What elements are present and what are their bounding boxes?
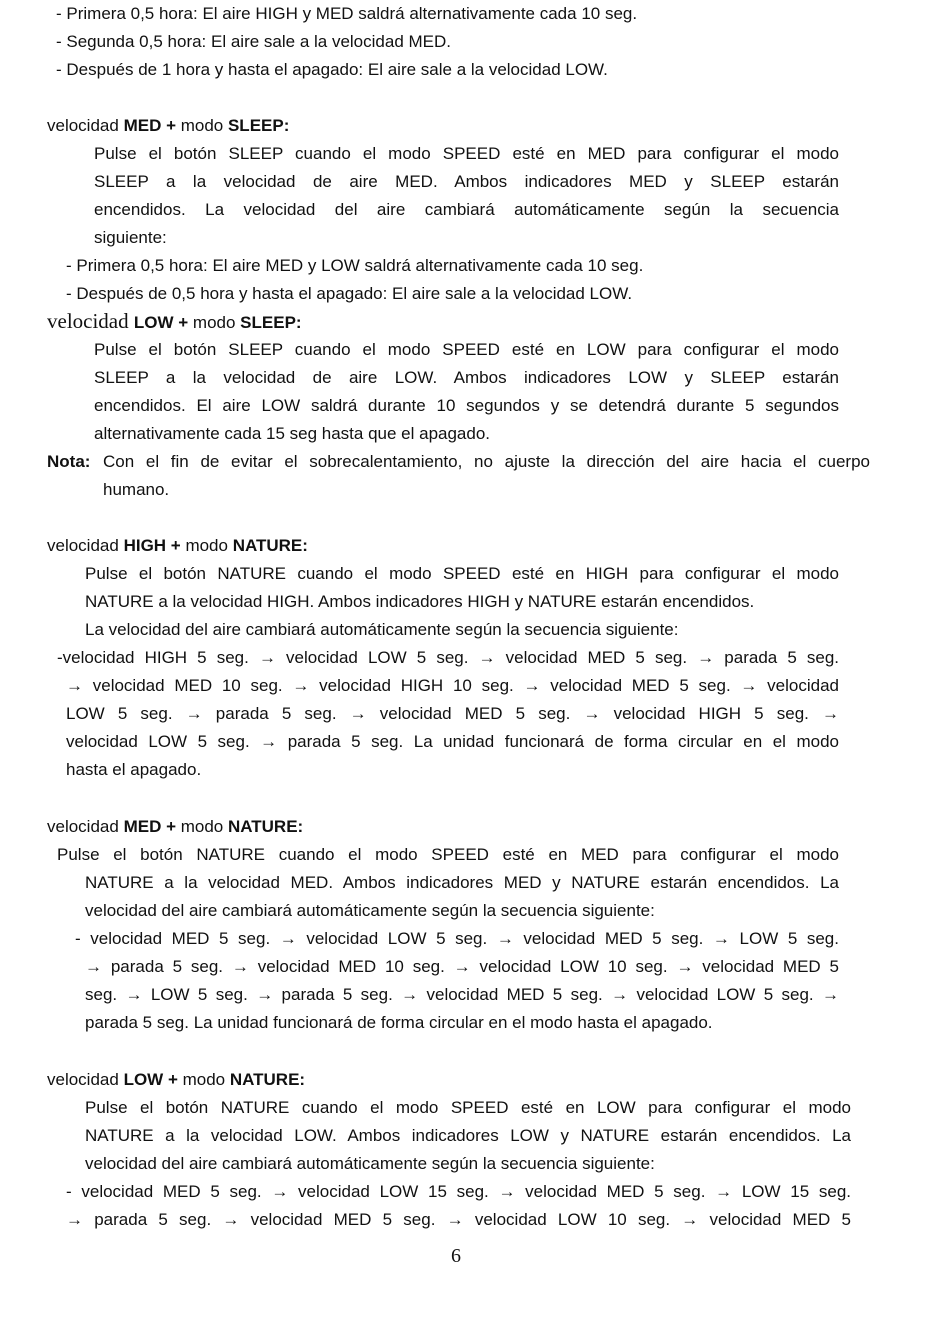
intro-line: - Después de 1 hora y hasta el apagado: El aire sale a la velocidad LOW. (56, 60, 608, 79)
paragraph-line: encendidos. La velocidad del aire cambiará automáticamente según la secuencia (94, 200, 839, 219)
paragraph-line: SLEEP a la velocidad de aire MED. Ambos indicadores MED y SLEEP estarán (94, 172, 839, 191)
page-number: 6 (451, 1245, 461, 1267)
paragraph-line: Pulse el botón NATURE cuando el modo SPEED esté en LOW para configurar el modo (85, 1098, 851, 1117)
intro-line: - Primera 0,5 hora: El aire HIGH y MED saldrá alternativamente cada 10 seg. (56, 4, 638, 23)
sequence-line: -velocidad HIGH 5 seg. → velocidad LOW 5 seg. → velocidad MED 5 seg. → parada 5 seg. (57, 648, 839, 667)
paragraph-line: NATURE a la velocidad HIGH. Ambos indicadores HIGH y NATURE estarán encendidos. (85, 592, 755, 611)
sequence-line: parada 5 seg. La unidad funcionará de forma circular en el modo hasta el apagado. (85, 1013, 713, 1032)
paragraph-line: NATURE a la velocidad LOW. Ambos indicadores LOW y NATURE estarán encendidos. La (85, 1126, 851, 1145)
section-heading-high-nature: velocidad HIGH + modo NATURE: (47, 536, 308, 555)
intro-line: - Segunda 0,5 hora: El aire sale a la velocidad MED. (56, 32, 452, 51)
sequence-line: LOW 5 seg. → parada 5 seg. → velocidad MED 5 seg. → velocidad HIGH 5 seg. → (66, 704, 839, 723)
sequence-line: hasta el apagado. (66, 760, 202, 779)
sequence-line: - velocidad MED 5 seg. → velocidad LOW 15 seg. → velocidad MED 5 seg. → LOW 15 seg. (66, 1182, 851, 1201)
sequence-line: → parada 5 seg. → velocidad MED 10 seg. → velocidad LOW 10 seg. → velocidad MED 5 (85, 957, 839, 976)
sequence-line: - Primera 0,5 hora: El aire MED y LOW saldrá alternativamente cada 10 seg. (66, 256, 644, 275)
paragraph-line: velocidad del aire cambiará automáticamente según la secuencia siguiente: (85, 1154, 655, 1173)
paragraph-line: Pulse el botón SLEEP cuando el modo SPEED esté en MED para configurar el modo (94, 144, 839, 163)
paragraph-line: velocidad del aire cambiará automáticamente según la secuencia siguiente: (85, 901, 655, 920)
paragraph-line: Pulse el botón NATURE cuando el modo SPEED esté en HIGH para configurar el modo (85, 564, 839, 583)
note-text: humano. (103, 480, 170, 499)
sequence-line: seg. → LOW 5 seg. → parada 5 seg. → velocidad MED 5 seg. → velocidad LOW 5 seg. → (85, 985, 839, 1004)
paragraph-line: siguiente: (94, 228, 167, 247)
section-heading-low-sleep: velocidad LOW + modo SLEEP: (47, 309, 302, 333)
paragraph-line: NATURE a la velocidad MED. Ambos indicadores MED y NATURE estarán encendidos. La (85, 873, 839, 892)
paragraph-line: alternativamente cada 15 seg hasta que el apagado. (94, 424, 491, 443)
paragraph-line: Pulse el botón NATURE cuando el modo SPEED esté en MED para configurar el modo (57, 845, 839, 864)
paragraph-line: Pulse el botón SLEEP cuando el modo SPEED esté en LOW para configurar el modo (94, 340, 839, 359)
sequence-line: - velocidad MED 5 seg. → velocidad LOW 5 seg. → velocidad MED 5 seg. → LOW 5 seg. (75, 929, 839, 948)
section-heading-low-nature: velocidad LOW + modo NATURE: (47, 1070, 306, 1089)
section-heading-med-nature: velocidad MED + modo NATURE: (47, 817, 304, 836)
note-label: Nota: (47, 452, 91, 471)
paragraph-line: SLEEP a la velocidad de aire LOW. Ambos indicadores LOW y SLEEP estarán (94, 368, 839, 387)
sequence-line: - Después de 0,5 hora y hasta el apagado: El aire sale a la velocidad LOW. (66, 284, 633, 303)
note-text: Con el fin de evitar el sobrecalentamiento, no ajuste la dirección del aire hacia el cuerpo (103, 452, 870, 471)
sequence-line: velocidad LOW 5 seg. → parada 5 seg. La unidad funcionará de forma circular en el modo (66, 732, 839, 751)
paragraph-line: La velocidad del aire cambiará automáticamente según la secuencia siguiente: (85, 620, 679, 639)
paragraph-line: encendidos. El aire LOW saldrá durante 10 segundos y se detendrá durante 5 segundos (94, 396, 839, 415)
section-heading-med-sleep: velocidad MED + modo SLEEP: (47, 116, 290, 135)
sequence-line: → velocidad MED 10 seg. → velocidad HIGH 10 seg. → velocidad MED 5 seg. → velocidad (66, 676, 839, 695)
sequence-line: → parada 5 seg. → velocidad MED 5 seg. → velocidad LOW 10 seg. → velocidad MED 5 (66, 1210, 851, 1229)
